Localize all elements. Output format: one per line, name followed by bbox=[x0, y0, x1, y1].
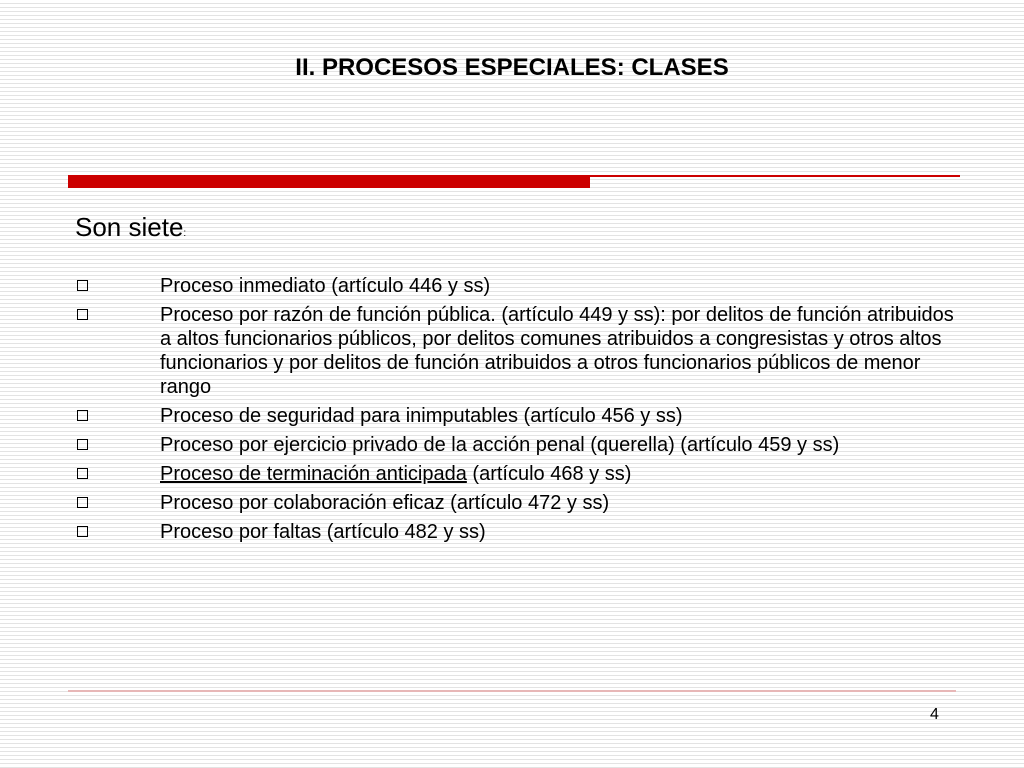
square-bullet-icon bbox=[77, 497, 88, 508]
list-item bbox=[72, 491, 962, 515]
list-item bbox=[72, 404, 962, 428]
list-item bbox=[72, 303, 962, 399]
list-item-text: (artículo 468 y ss) bbox=[466, 463, 632, 485]
process-list bbox=[72, 274, 962, 549]
square-bullet-icon bbox=[77, 526, 88, 537]
square-bullet-icon bbox=[77, 439, 88, 450]
intro-text bbox=[75, 212, 186, 243]
list-item-text: Proceso inmediato (artículo 446 y ss) bbox=[160, 275, 491, 297]
list-item bbox=[72, 433, 962, 457]
list-item-text: Proceso por colaboración eficaz (artículo 472 y ss) bbox=[160, 492, 610, 514]
list-item-link[interactable]: Proceso de terminación anticipada bbox=[160, 463, 467, 485]
square-bullet-icon bbox=[77, 410, 88, 421]
list-item bbox=[72, 520, 962, 544]
square-bullet-icon bbox=[77, 309, 88, 320]
list-item-text: Proceso por faltas (artículo 482 y ss) bbox=[160, 521, 486, 543]
page-number: 4 bbox=[930, 706, 939, 723]
title-divider-thin bbox=[590, 175, 960, 177]
list-item-text: Proceso por razón de función pública. (artículo 449 y ss): por delitos de función atribuidos a altos funcionarios públicos, por delitos comunes atribuidos a congresistas y otros altos funcionarios y por delitos de función atribuidos a otros funcionarios públicos de menor rango bbox=[160, 304, 954, 398]
square-bullet-icon bbox=[77, 468, 88, 479]
slide-title: II. PROCESOS ESPECIALES: CLASES bbox=[295, 54, 729, 81]
footer-divider bbox=[68, 690, 956, 692]
title-divider-thick bbox=[68, 175, 590, 188]
list-item bbox=[72, 462, 962, 486]
list-item-text: Proceso de seguridad para inimputables (artículo 456 y ss) bbox=[160, 405, 683, 427]
intro-colon: : bbox=[183, 228, 187, 239]
list-item-text: Proceso por ejercicio privado de la acción penal (querella) (artículo 459 y ss) bbox=[160, 434, 840, 456]
square-bullet-icon bbox=[77, 280, 88, 291]
intro-label: Son siete bbox=[75, 212, 184, 242]
list-item bbox=[72, 274, 962, 298]
